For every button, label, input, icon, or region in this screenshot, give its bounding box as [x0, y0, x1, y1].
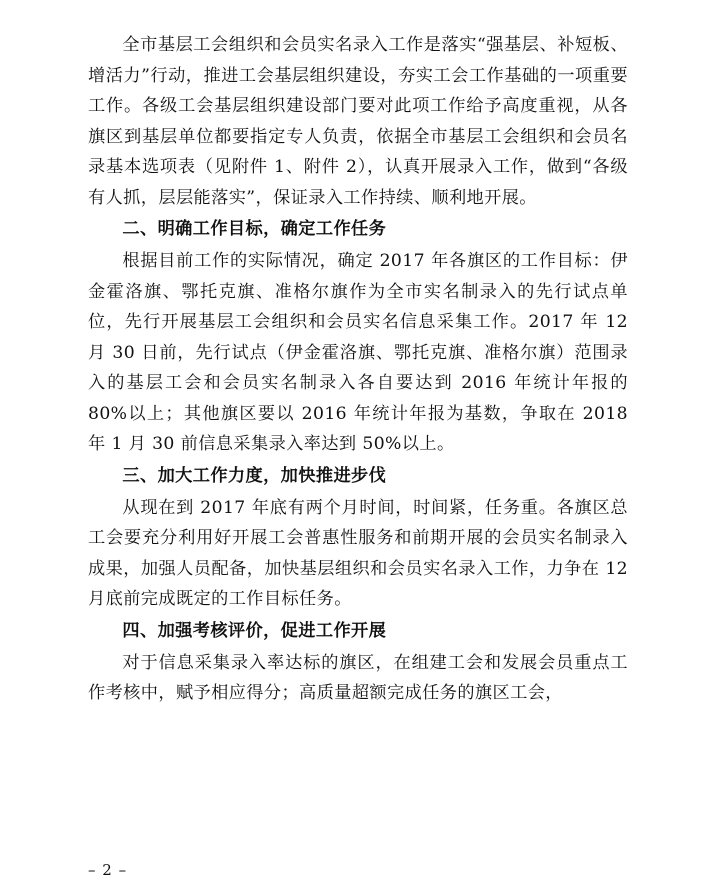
paragraph-assessment: 对于信息采集录入率达标的旗区，在组建工会和发展会员重点工作考核中，赋予相应得分；高质量超额完成任务的旗区工会，	[88, 652, 628, 703]
document-body	[88, 30, 628, 709]
paragraph-intro: 全市基层工会组织和会员实名录入工作是落实“强基层、补短板、增活力”行动，推进工会基层组织建设，夯实工会工作基础的一项重要工作。各级工会基层组织建设部门要对此项工作给予高度重视，从各旗区到基层单位都要指定专人负责，依据全市基层工会组织和会员名录基本选项表（见附件 1、附件 2），认真开展录入工作，做到“各级有人抓，层层能落实”，保证录入工作持续、顺利地开展。	[88, 35, 628, 208]
section-heading-2: 二、明确工作目标，确定工作任务	[122, 219, 387, 239]
page-number: – 2 –	[88, 861, 128, 879]
paragraph-goals: 根据目前工作的实际情况，确定 2017 年各旗区的工作目标：伊金霍洛旗、鄂托克旗、准格尔旗作为全市实名制录入的先行试点单位，先行开展基层工会组织和会员实名信息采集工作。2017 年 12 月 30 日前，先行试点（伊金霍洛旗、鄂托克旗、准格尔旗）范围录入的基层工会和会员实名制录入各自要达到 2016 年统计年报的 80%以上；其他旗区要以 2016 年统计年报为基数，争取在 2018 年 1 月 30 前信息采集录入率达到 50%以上。	[88, 251, 628, 454]
section-heading-3: 三、加大工作力度，加快推进步伐	[122, 465, 387, 486]
paragraph-effort: 从现在到 2017 年底有两个月时间，时间紧，任务重。各旗区总工会要充分利用好开展工会普惠性服务和前期开展的会员实名制录入成果，加强人员配备，加快基层组织和会员实名录入工作，力争在 12 月底前完成既定的工作目标任务。	[88, 497, 628, 609]
section-heading-4: 四、加强考核评价，促进工作开展	[122, 620, 387, 641]
